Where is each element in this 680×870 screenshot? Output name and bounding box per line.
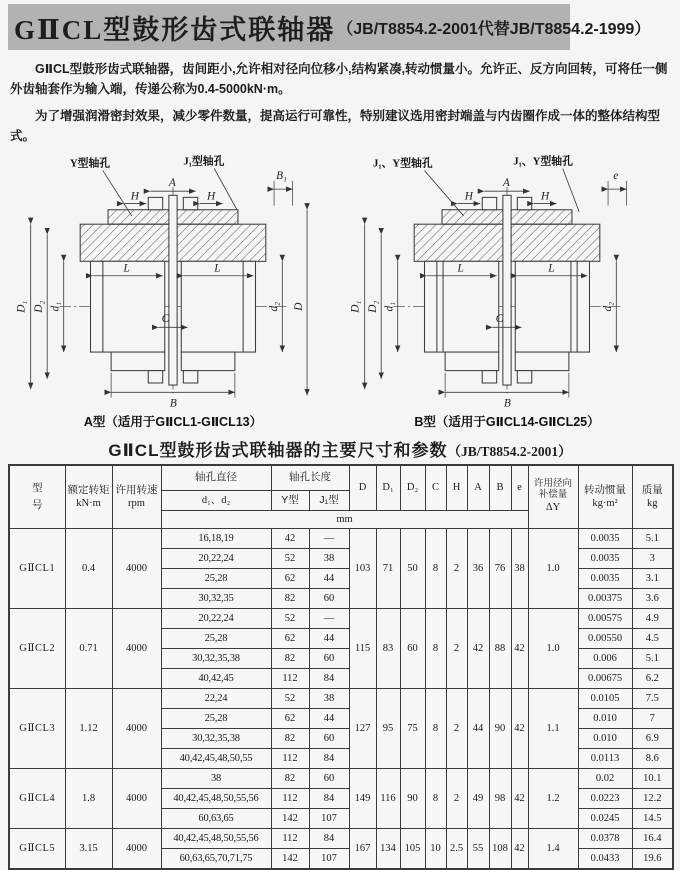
cell-bore-diameters: 30,32,35,38 — [161, 648, 271, 668]
cell-bore-diameters: 40,42,45,48,50,55,56 — [161, 828, 271, 848]
col-header-dim-7: e — [511, 465, 528, 511]
cell-inertia: 0.00575 — [578, 608, 632, 628]
cell-j1-length: 38 — [309, 548, 349, 568]
cell-model: GⅡCL5 — [9, 828, 65, 869]
dim-d1-small: d₁ — [49, 301, 62, 312]
cell-y-length: 82 — [271, 768, 309, 788]
bore-label-right: J₁、Y型轴孔 — [513, 155, 573, 168]
cell-j1-length: 84 — [309, 668, 349, 688]
type-b-drawing — [342, 152, 672, 430]
cell-j1-length: 44 — [309, 708, 349, 728]
cell-inertia: 0.0378 — [578, 828, 632, 848]
cell-model: GⅡCL4 — [9, 768, 65, 828]
col-header-torque: 额定转矩 kN·m — [65, 465, 112, 529]
cell-dim-2: 75 — [400, 688, 425, 768]
dim-h-left: H — [464, 190, 473, 203]
cell-j1-length: 60 — [309, 648, 349, 668]
cell-dim-5: 49 — [467, 768, 489, 828]
cell-bore-diameters: 40,42,45 — [161, 668, 271, 688]
cell-inertia: 0.0245 — [578, 808, 632, 828]
cell-dim-5: 36 — [467, 528, 489, 608]
drawings-section — [8, 152, 672, 430]
intro-paragraph-1: GⅡCL型鼓形齿式联轴器，齿间距小,允许相对径向位移小,结构紧凑,转动惯量小。允许正、反方向回转，可将任一侧外齿轴套作为输入端，传递公称为0.4-5000kN·m。 — [10, 62, 668, 97]
dim-c: C — [161, 313, 170, 326]
col-header-mass: 质量 kg — [632, 465, 673, 529]
table-row — [9, 608, 673, 628]
cell-bore-diameters: 16,18,19 — [161, 528, 271, 548]
cell-mass: 5.1 — [632, 648, 673, 668]
dim-d2-cap: D₂ — [33, 300, 46, 313]
type-b-caption: B型（适用于GⅡCL14-GⅡCL25） — [414, 414, 600, 429]
cell-mass: 3.1 — [632, 568, 673, 588]
intro-paragraph-2: 为了增强润滑密封效果，减少零件数量，提高运行可靠性，特别建议选用密封端盖与内齿圈作成一体的整体结构型式。 — [10, 108, 661, 143]
cell-mass: 5.1 — [632, 528, 673, 548]
dim-h-right: H — [541, 190, 550, 203]
cell-dim-1: 134 — [376, 828, 400, 869]
cell-mass: 6.9 — [632, 728, 673, 748]
dim-h-right: H — [207, 190, 216, 203]
dim-a: A — [502, 177, 510, 190]
cell-dim-3: 10 — [425, 828, 446, 869]
table-title — [8, 436, 672, 461]
cell-y-length: 62 — [271, 628, 309, 648]
cell-bore-diameters: 60,63,65 — [161, 808, 271, 828]
cell-bore-diameters: 30,32,35 — [161, 588, 271, 608]
cell-j1-length: 44 — [309, 628, 349, 648]
dim-d2-small: d₂ — [602, 301, 615, 312]
cell-radial-comp: 1.1 — [528, 688, 578, 768]
cell-dim-0: 115 — [349, 608, 376, 688]
cell-bore-diameters: 22,24 — [161, 688, 271, 708]
cell-dim-6: 98 — [489, 768, 511, 828]
cell-inertia: 0.0035 — [578, 548, 632, 568]
cell-j1-length: 60 — [309, 588, 349, 608]
cell-dim-4: 2.5 — [446, 828, 467, 869]
dim-b1: B₁ — [276, 169, 287, 182]
col-header-dim-3: C — [425, 465, 446, 511]
cell-mass: 6.2 — [632, 668, 673, 688]
cell-inertia: 0.0433 — [578, 848, 632, 869]
dim-l-right: L — [214, 262, 221, 275]
cell-j1-length: 107 — [309, 848, 349, 869]
cell-dim-7: 42 — [511, 688, 528, 768]
table-title-standard: （JB/T8854.2-2001） — [447, 443, 572, 459]
cell-bore-diameters: 40,42,45,48,50,55 — [161, 748, 271, 768]
col-header-dim-1: D₁ — [376, 465, 400, 511]
cell-j1-length: — — [309, 528, 349, 548]
cell-dim-4: 2 — [446, 608, 467, 688]
cell-y-length: 62 — [271, 568, 309, 588]
cell-y-length: 42 — [271, 528, 309, 548]
cell-speed: 4000 — [112, 688, 161, 768]
cell-bore-diameters: 25,28 — [161, 568, 271, 588]
cell-torque: 0.4 — [65, 528, 112, 608]
cell-mass: 19.6 — [632, 848, 673, 869]
cell-dim-2: 60 — [400, 608, 425, 688]
cell-radial-comp: 1.4 — [528, 828, 578, 869]
table-header — [9, 465, 673, 529]
cell-torque: 1.8 — [65, 768, 112, 828]
cell-y-length: 52 — [271, 548, 309, 568]
cell-y-length: 52 — [271, 688, 309, 708]
cell-bore-diameters: 25,28 — [161, 708, 271, 728]
cell-bore-diameters: 60,63,65,70,71,75 — [161, 848, 271, 869]
cell-inertia: 0.010 — [578, 728, 632, 748]
cell-j1-length: 60 — [309, 768, 349, 788]
cell-mass: 8.6 — [632, 748, 673, 768]
cell-dim-6: 88 — [489, 608, 511, 688]
cell-y-length: 112 — [271, 668, 309, 688]
table-body — [9, 528, 673, 869]
type-a-drawing — [8, 152, 338, 430]
col-header-speed: 许用转速 rpm — [112, 465, 161, 529]
cell-dim-7: 42 — [511, 828, 528, 869]
cell-inertia: 0.00550 — [578, 628, 632, 648]
page-title: GⅡCL型鼓形齿式联轴器 — [14, 14, 336, 45]
cell-dim-3: 8 — [425, 528, 446, 608]
cell-j1-length: 44 — [309, 568, 349, 588]
dim-d1-cap: D₁ — [15, 300, 28, 313]
cell-y-length: 82 — [271, 648, 309, 668]
dimensions-table — [8, 464, 674, 870]
cell-inertia: 0.0113 — [578, 748, 632, 768]
table-row — [9, 528, 673, 548]
cell-y-length: 142 — [271, 808, 309, 828]
cell-inertia: 0.00375 — [578, 588, 632, 608]
col-header-dim-6: B — [489, 465, 511, 511]
cell-y-length: 112 — [271, 828, 309, 848]
cell-y-length: 112 — [271, 748, 309, 768]
dim-l-right: L — [548, 262, 555, 275]
cell-dim-2: 50 — [400, 528, 425, 608]
col-header-j1-type: J₁型 — [309, 490, 349, 510]
cell-bore-diameters: 30,32,35,38 — [161, 728, 271, 748]
cell-inertia: 0.0035 — [578, 528, 632, 548]
bore-j1-label: J₁型轴孔 — [183, 155, 225, 168]
dim-a: A — [168, 177, 176, 190]
cell-inertia: 0.02 — [578, 768, 632, 788]
cell-mass: 7.5 — [632, 688, 673, 708]
dim-d1-small: d₁ — [383, 301, 396, 312]
dim-h-left: H — [130, 190, 139, 203]
dim-d2-cap: D₂ — [367, 300, 380, 313]
cell-speed: 4000 — [112, 828, 161, 869]
cell-inertia: 0.010 — [578, 708, 632, 728]
col-header-dim-2: D₂ — [400, 465, 425, 511]
cell-y-length: 112 — [271, 788, 309, 808]
cell-dim-3: 8 — [425, 768, 446, 828]
cell-dim-1: 71 — [376, 528, 400, 608]
col-header-dim-5: A — [467, 465, 489, 511]
cell-inertia: 0.0223 — [578, 788, 632, 808]
cell-mass: 4.5 — [632, 628, 673, 648]
cell-mass: 16.4 — [632, 828, 673, 848]
dim-d: D — [292, 302, 305, 311]
cell-dim-3: 8 — [425, 688, 446, 768]
col-header-bore-dia-sub: d₁、d₂ — [161, 490, 271, 510]
cell-j1-length: 107 — [309, 808, 349, 828]
cell-speed: 4000 — [112, 768, 161, 828]
cell-j1-length: 84 — [309, 828, 349, 848]
cell-dim-7: 42 — [511, 768, 528, 828]
cell-y-length: 62 — [271, 708, 309, 728]
table-title-main: GⅡCL型鼓形齿式联轴器的主要尺寸和参数 — [108, 440, 448, 460]
cell-bore-diameters: 20,22,24 — [161, 608, 271, 628]
dim-b: B — [169, 397, 177, 410]
col-header-bore-len: 轴孔长度 — [271, 465, 349, 491]
cell-torque: 1.12 — [65, 688, 112, 768]
cell-y-length: 82 — [271, 588, 309, 608]
cell-bore-diameters: 38 — [161, 768, 271, 788]
col-header-dim-0: D — [349, 465, 376, 511]
cell-mass: 4.9 — [632, 608, 673, 628]
table-row — [9, 768, 673, 788]
cell-model: GⅡCL1 — [9, 528, 65, 608]
cell-dim-7: 42 — [511, 608, 528, 688]
cell-dim-1: 83 — [376, 608, 400, 688]
table-row — [9, 828, 673, 848]
cell-mass: 10.1 — [632, 768, 673, 788]
dim-l-left: L — [457, 262, 464, 275]
table-row — [9, 688, 673, 708]
cell-dim-4: 2 — [446, 528, 467, 608]
cell-dim-2: 90 — [400, 768, 425, 828]
page-title-bar — [8, 4, 651, 50]
cell-radial-comp: 1.0 — [528, 528, 578, 608]
cell-j1-length: 60 — [309, 728, 349, 748]
cell-inertia: 0.0035 — [578, 568, 632, 588]
col-header-model: 型号 — [9, 465, 65, 529]
cell-bore-diameters: 20,22,24 — [161, 548, 271, 568]
cell-inertia: 0.0105 — [578, 688, 632, 708]
cell-dim-5: 55 — [467, 828, 489, 869]
cell-speed: 4000 — [112, 528, 161, 608]
cell-model: GⅡCL3 — [9, 688, 65, 768]
type-a-schematic — [8, 152, 338, 412]
cell-model: GⅡCL2 — [9, 608, 65, 688]
cell-dim-2: 105 — [400, 828, 425, 869]
cell-dim-0: 167 — [349, 828, 376, 869]
cell-dim-5: 44 — [467, 688, 489, 768]
cell-dim-1: 116 — [376, 768, 400, 828]
cell-torque: 3.15 — [65, 828, 112, 869]
cell-y-length: 142 — [271, 848, 309, 869]
bore-y-label: Y型轴孔 — [69, 157, 111, 170]
cell-mass: 3 — [632, 548, 673, 568]
dim-b: B — [503, 397, 511, 410]
cell-mass: 12.2 — [632, 788, 673, 808]
cell-j1-length: — — [309, 608, 349, 628]
dim-d2-small: d₂ — [268, 301, 281, 312]
cell-dim-1: 95 — [376, 688, 400, 768]
cell-radial-comp: 1.2 — [528, 768, 578, 828]
cell-bore-diameters: 40,42,45,48,50,55,56 — [161, 788, 271, 808]
cell-bore-diameters: 25,28 — [161, 628, 271, 648]
unit-row-mm: mm — [161, 510, 528, 528]
page-title-standard: （JB/T8854.2-2001代替JB/T8854.2-1999） — [337, 20, 651, 38]
bore-label-left: J₁、Y型轴孔 — [372, 157, 433, 170]
cell-speed: 4000 — [112, 608, 161, 688]
cell-j1-length: 84 — [309, 748, 349, 768]
cell-radial-comp: 1.0 — [528, 608, 578, 688]
cell-mass: 14.5 — [632, 808, 673, 828]
dim-l-left: L — [123, 262, 130, 275]
col-header-inertia: 转动惯量 kg·m² — [578, 465, 632, 529]
dim-d1-cap: D₁ — [349, 300, 362, 313]
cell-j1-length: 84 — [309, 788, 349, 808]
cell-inertia: 0.006 — [578, 648, 632, 668]
cell-dim-7: 38 — [511, 528, 528, 608]
cell-dim-6: 108 — [489, 828, 511, 869]
dim-c: C — [495, 313, 504, 326]
type-a-caption: A型（适用于GⅡCL1-GⅡCL13） — [83, 414, 263, 429]
cell-mass: 3.6 — [632, 588, 673, 608]
cell-y-length: 52 — [271, 608, 309, 628]
cell-dim-4: 2 — [446, 688, 467, 768]
cell-dim-0: 127 — [349, 688, 376, 768]
col-header-radial-comp: 许用径向补偿量 ΔY — [528, 465, 578, 529]
cell-torque: 0.71 — [65, 608, 112, 688]
col-header-y-type: Y型 — [271, 490, 309, 510]
cell-dim-0: 103 — [349, 528, 376, 608]
col-header-dim-4: H — [446, 465, 467, 511]
cell-y-length: 82 — [271, 728, 309, 748]
cell-dim-0: 149 — [349, 768, 376, 828]
document-page — [8, 0, 672, 870]
cell-dim-6: 76 — [489, 528, 511, 608]
intro-section — [10, 59, 670, 146]
cell-inertia: 0.00675 — [578, 668, 632, 688]
dim-e: e — [613, 169, 619, 182]
cell-dim-3: 8 — [425, 608, 446, 688]
col-header-bore-dia: 轴孔直径 — [161, 465, 271, 491]
cell-dim-4: 2 — [446, 768, 467, 828]
cell-dim-6: 90 — [489, 688, 511, 768]
type-b-schematic — [342, 152, 672, 412]
cell-mass: 7 — [632, 708, 673, 728]
cell-j1-length: 38 — [309, 688, 349, 708]
cell-dim-5: 42 — [467, 608, 489, 688]
